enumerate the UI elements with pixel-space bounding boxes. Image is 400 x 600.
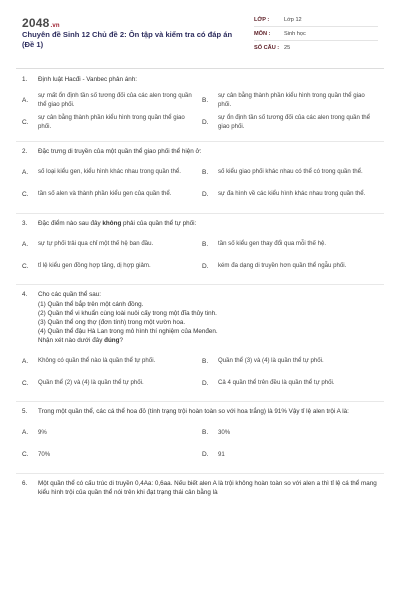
question-list <box>0 76 400 498</box>
question-number: 6. <box>22 479 28 487</box>
option-letter: D. <box>202 379 209 387</box>
option-text: Quần thể (2) và (4) là quần thể tự phối. <box>38 378 144 386</box>
question-text <box>38 220 382 229</box>
statement-line: (3) Quần thể ong thợ (đơn tính) trong một vườn hoa. <box>38 319 186 327</box>
option-a[interactable] <box>22 91 202 113</box>
option-b[interactable] <box>202 423 382 445</box>
option-b[interactable] <box>202 351 382 373</box>
question-text-part: phải của quần thể tự phối: <box>121 219 197 227</box>
question-number: 3. <box>22 219 28 227</box>
question-3 <box>0 220 400 279</box>
statement-line: (2) Quần thể vi khuẩn cùng loài nuôi cấy trong một đĩa thủy tinh. <box>38 310 217 318</box>
option-a[interactable] <box>22 234 202 256</box>
question-number: 2. <box>22 147 28 155</box>
question-text-part: Đặc điểm nào sau đây <box>38 219 103 227</box>
option-text: tỉ lệ kiểu gen đồng hợp tăng, dị hợp giảm. <box>38 262 151 270</box>
logo-text: 2048 <box>22 16 50 30</box>
option-letter: A. <box>22 240 29 248</box>
question-text: Đặc trưng di truyền của một quần thể giao phối thể hiện ở: <box>38 147 202 155</box>
question-divider <box>16 141 384 142</box>
option-text: tần số kiểu gen thay đổi qua mỗi thế hệ. <box>218 240 327 248</box>
option-text: Không có quần thể nào là quần thể tự phối. <box>38 356 156 364</box>
option-letter: D. <box>202 191 209 199</box>
option-letter: C. <box>22 451 29 459</box>
option-a[interactable] <box>22 423 202 445</box>
question-divider <box>16 401 384 402</box>
meta-subject-key: MÔN : <box>254 31 271 37</box>
option-c[interactable] <box>22 256 202 278</box>
option-a[interactable] <box>22 351 202 373</box>
option-text: sự đa hình về các kiểu hình khác nhau trong quần thể. <box>218 190 366 198</box>
logo-suffix: .vn <box>50 23 60 29</box>
meta-divider <box>254 40 378 41</box>
question-text: Cho các quần thể sau: <box>38 291 102 299</box>
question-1 <box>0 76 400 135</box>
question-divider <box>16 473 384 474</box>
question-2 <box>0 148 400 207</box>
question-4 <box>0 291 400 395</box>
option-d[interactable] <box>202 256 382 278</box>
option-letter: C. <box>22 379 29 387</box>
option-a[interactable] <box>22 163 202 185</box>
document-title: Chuyên đề Sinh 12 Chủ đề 2: Ôn tập và kiểm tra có đáp án (Đề 1) <box>22 30 233 49</box>
header-divider <box>16 68 384 69</box>
option-letter: A. <box>22 357 29 365</box>
option-letter: B. <box>202 429 209 437</box>
option-d[interactable] <box>202 185 382 207</box>
option-d[interactable] <box>202 445 382 467</box>
question-6 <box>0 480 400 498</box>
meta-class-value: Lớp 12 <box>284 17 302 23</box>
option-c[interactable] <box>22 373 202 395</box>
option-letter: C. <box>22 191 29 199</box>
site-logo[interactable] <box>22 16 60 30</box>
prompt-text-part: ? <box>119 337 124 345</box>
option-letter: D. <box>202 262 209 270</box>
question-divider <box>16 213 384 214</box>
option-b[interactable] <box>202 234 382 256</box>
option-b[interactable] <box>202 91 382 113</box>
option-c[interactable] <box>22 445 202 467</box>
question-number: 1. <box>22 76 28 83</box>
question-text: Một quần thể có cấu trúc di truyền 0,4Aa: 0,6aa. Nếu biết alen A là trội không hoàn toàn so với alen a thì tỉ lệ cá thể mang kiểu hình trội của quần thể nói trên khi đạt trạng thái cân bằng là <box>38 479 377 496</box>
option-text: sự tự phối trải qua chỉ một thế hệ ban đầu. <box>38 240 154 248</box>
option-text: 70% <box>38 450 51 458</box>
option-text: sự ổn định tần số tương đối của các alen trong quần thể giao phối. <box>218 114 371 130</box>
option-letter: A. <box>22 97 29 105</box>
option-letter: D. <box>202 119 209 127</box>
meta-divider <box>254 26 378 27</box>
question-prompt <box>38 336 382 345</box>
option-text: Cả 4 quần thể trên đều là quần thể tự phối. <box>218 378 335 386</box>
option-letter: A. <box>22 429 29 437</box>
question-statements <box>22 300 382 345</box>
option-letter: D. <box>202 451 209 459</box>
question-number: 4. <box>22 291 28 299</box>
document-header <box>0 0 400 62</box>
option-d[interactable] <box>202 113 382 135</box>
option-text: sự cân bằng thành phần kiểu hình trong quần thể giao phối. <box>38 114 185 130</box>
statement-line: (1) Quần thể bắp trên một cánh đồng. <box>38 301 144 309</box>
option-text: số kiểu giao phối khác nhau có thể có trong quần thể. <box>218 168 363 176</box>
option-text: kém đa dạng di truyền hơn quần thể ngẫu phối. <box>218 262 347 270</box>
question-text: Trong một quần thể, các cá thể hoa đỏ (tính trạng trội hoàn toàn so với hoa trắng) là 91% Vậy tỉ lệ alen trội A là: <box>38 408 349 416</box>
meta-count-value: 25 <box>284 45 291 51</box>
option-text: sự cân bằng thành phần kiểu hình trong quần thể giao phối. <box>218 92 365 108</box>
meta-count-key: SỐ CÂU : <box>254 45 280 51</box>
option-text: tần số alen và thành phần kiểu gen của quần thể. <box>38 190 172 198</box>
meta-class-key: LỚP : <box>254 17 270 23</box>
prompt-text-part: Nhận xét nào dưới đây <box>38 337 105 345</box>
option-d[interactable] <box>202 373 382 395</box>
statement-line: (4) Quần thể đậu Hà Lan trong mô hình thí nghiệm của Menđen. <box>38 328 218 336</box>
option-text: số loại kiểu gen, kiểu hình khác nhau trong quần thể. <box>38 168 181 176</box>
option-text: Quần thể (3) và (4) là quần thể tự phối. <box>218 356 324 364</box>
question-divider <box>16 284 384 285</box>
option-letter: B. <box>202 97 209 105</box>
option-text: 91 <box>218 450 225 458</box>
prompt-emphasis: đúng <box>104 337 120 345</box>
option-letter: C. <box>22 262 29 270</box>
option-text: 30% <box>218 428 231 436</box>
option-letter: B. <box>202 357 209 365</box>
option-b[interactable] <box>202 163 382 185</box>
option-c[interactable] <box>22 113 202 135</box>
question-text: Định luật Hacđi - Vanbec phản ánh: <box>38 76 137 83</box>
option-letter: A. <box>22 169 29 177</box>
option-text: sự mất ổn định tần số tương đối của các alen trong quần thể giao phối. <box>38 92 192 108</box>
option-letter: B. <box>202 240 209 248</box>
question-emphasis: không <box>102 219 122 227</box>
option-letter: B. <box>202 169 209 177</box>
meta-subject-value: Sinh học <box>284 31 306 37</box>
option-letter: C. <box>22 119 29 127</box>
option-text: 9% <box>38 428 47 436</box>
question-5 <box>0 408 400 467</box>
option-c[interactable] <box>22 185 202 207</box>
question-number: 5. <box>22 408 28 416</box>
